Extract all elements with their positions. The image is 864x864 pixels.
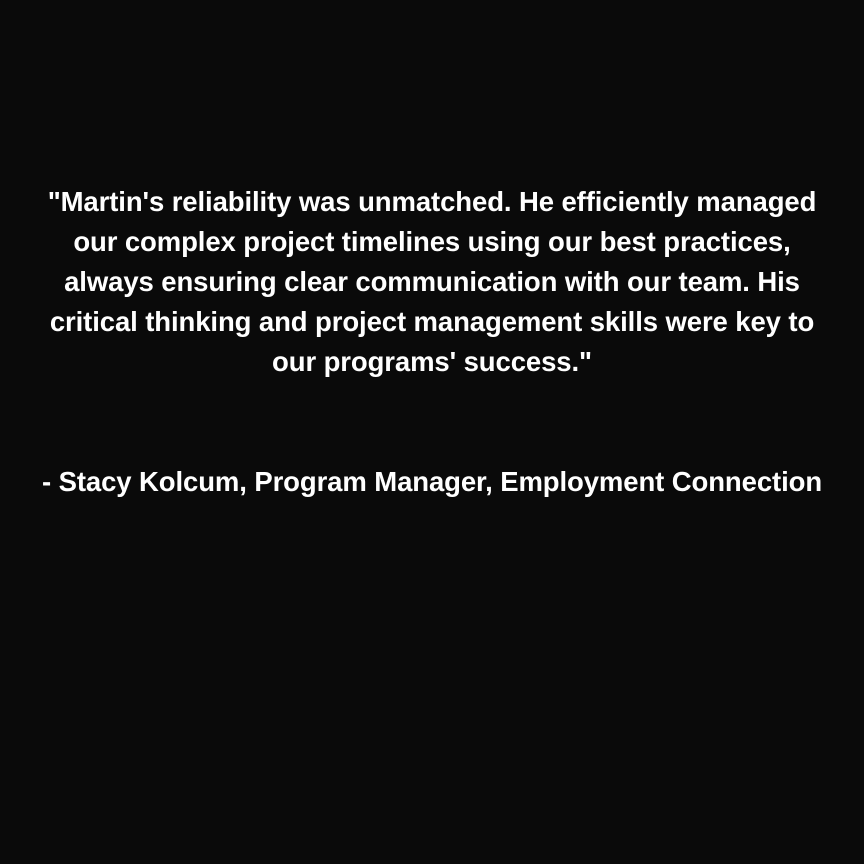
testimonial-quote: "Martin's reliability was unmatched. He efficiently managed our complex project timelines using our best practices, always ensuring clear communication with our team. His critical thinking and project management skills were key to our programs' success." [47, 186, 817, 377]
testimonial-block [40, 182, 824, 502]
testimonial-attribution: - Stacy Kolcum, Program Manager, Employment Connection [41, 466, 823, 497]
